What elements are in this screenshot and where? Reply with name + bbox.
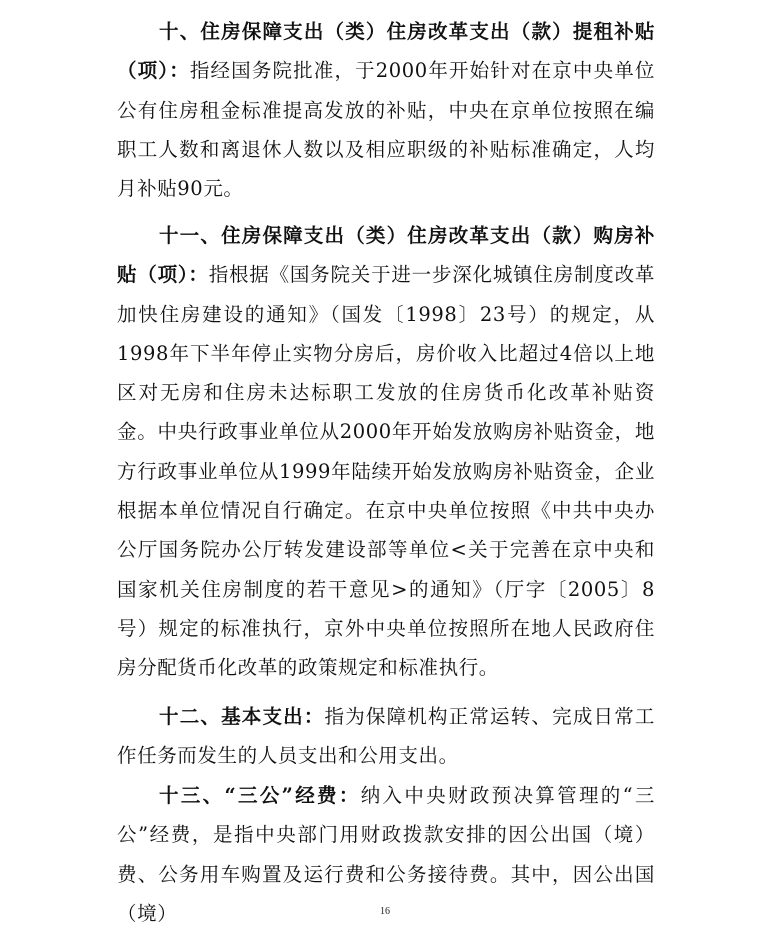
page-number: 16 <box>380 906 390 917</box>
section-body: 纳入中央财政预决算管理的“三公”经费，是指中央部门用财政拨款安排的因公出国（境）费、公务用车购置及运行费和公务接待费。其中，因公出国（境） <box>117 784 656 925</box>
section-body: 指根据《国务院关于进一步深化城镇住房制度改革加快住房建设的通知》（国发〔1998〕23号）的规定，从1998年下半年停止实物分房后，房价收入比超过4倍以上地区对无房和住房未达标职工发放的住房货币化改革补贴资金。中央行政事业单位从2000年开始发放购房补贴资金，地方行政事业单位从1999年陆续开始发放购房补贴资金，企业根据本单位情况自行确定。在京中央单位按照《中共中央办公厅国务院办公厅转发建设部等单位<关于完善在京中央和国家机关住房制度的若干意见>的通知》（厅字〔2005〕8号）规定的标准执行，京外中央单位按照所在地人民政府住房分配货币化改革的政策规定和标准执行。 <box>117 263 655 680</box>
paragraph-housing-rent-subsidy <box>117 12 655 208</box>
section-heading: 十一、住房保障支出（类）住房改革支出（款）购房补贴（项）： <box>117 224 655 287</box>
section-body: 指经国务院批准，于2000年开始针对在京中央单位公有住房租金标准提高发放的补贴，中央在京单位按照在编职工人数和离退休人数以及相应职级的补贴标准确定，人均月补贴90元。 <box>117 59 655 201</box>
section-heading: 十三、“三公”经费： <box>159 784 361 807</box>
paragraph-housing-purchase-subsidy <box>117 216 655 688</box>
section-heading: 十、住房保障支出（类）住房改革支出（款）提租补贴（项）： <box>117 20 655 83</box>
section-body: 指为保障机构正常运转、完成日常工作任务而发生的人员支出和公用支出。 <box>117 705 655 768</box>
paragraph-basic-expenditure <box>117 697 655 776</box>
section-heading: 十二、基本支出： <box>159 705 325 728</box>
